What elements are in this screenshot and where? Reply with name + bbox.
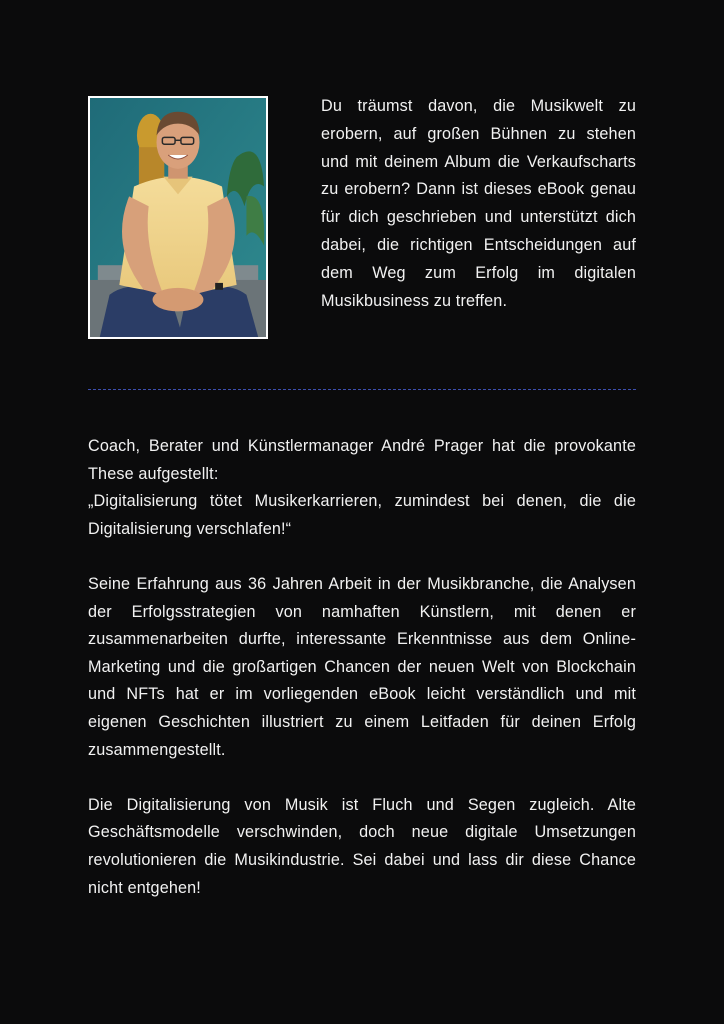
paragraph-digitalization: Die Digitalisierung von Musik ist Fluch und Segen zugleich. Alte Geschäftsmodelle verschwinden, doch neue digitale Umsetzungen revolutionieren die Musikindustrie. Sei dabei und lass dir diese Chance nicht entgehen! [88, 795, 636, 897]
author-portrait-image [90, 98, 266, 337]
section-divider [88, 389, 636, 390]
intro-text: Du träumst davon, die Musikwelt zu erobern, auf großen Bühnen zu stehen und mit deinem Album die Verkaufscharts zu erobern? Dann ist dieses eBook genau für dich geschrieben und unterstützt dich dabei, die richtigen Entscheidungen auf dem Weg zum Erfolg im digitalen Musikbusiness zu treffen. [321, 97, 636, 310]
author-photo [88, 96, 268, 339]
paragraph-experience: Seine Erfahrung aus 36 Jahren Arbeit in der Musikbranche, die Analysen der Erfolgsstrategien von namhaften Künstlern, mit denen er zusammenarbeiten durfte, interessante Erkenntnisse aus dem Online-Marketing und die großartigen Chancen der neuen Welt von Blockchain und NFTs hat er im vorliegenden eBook leicht verständlich und mit eigenen Geschichten illustriert zu einem Leitfaden für deinen Erfolg zusammengestellt. [88, 574, 636, 759]
thesis-quote-text: „Digitalisierung tötet Musikerkarrieren, zumindest bei denen, die die Digitalisierung verschlafen!“ [88, 492, 636, 538]
thesis-intro-text: Coach, Berater und Künstlermanager André Prager hat die provokante These aufgestellt: [88, 437, 636, 483]
description-body [88, 433, 636, 930]
paragraph-thesis [88, 433, 636, 543]
